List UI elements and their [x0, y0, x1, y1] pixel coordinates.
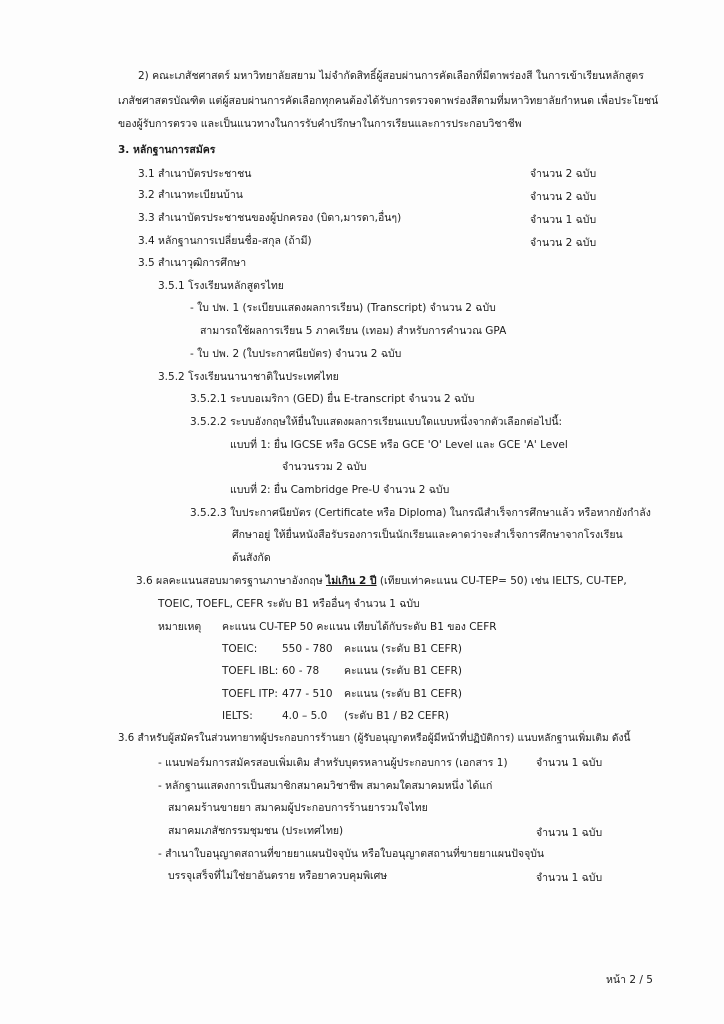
note-label: หมายเหตุ — [158, 621, 202, 633]
pharmacy-bullet-2-line-2: สมาคมร้านขายยา สมาคมผู้ประกอบการร้านยารวมใจไทย — [168, 802, 428, 814]
item-3-6-prefix: 3.6 ผลคะแนนสอบมาตรฐานภาษาอังกฤษ — [136, 575, 326, 587]
intl-item-1: 3.5.2.1 ระบบอเมริกา (GED) ยื่น E-transcript จำนวน 2 ฉบับ — [190, 393, 475, 405]
intro-line-1: 2) คณะเภสัชศาสตร์ มหาวิทยาลัยสยาม ไม่จำกัดสิทธิ์ผู้สอบผ่านการคัดเลือกที่มีตาพร่องสี ในการเข้าเรียนหลักสูตร — [138, 70, 644, 82]
thai-school-line-3: - ใบ ปพ. 2 (ใบประกาศนียบัตร) จำนวน 2 ฉบับ — [190, 348, 402, 360]
score-range: 4.0 – 5.0 — [282, 710, 328, 722]
pharmacy-bullet-3-line-1: - สำเนาใบอนุญาตสถานที่ขายยาแผนปัจจุบัน หรือใบอนุญาตสถานที่ขายยาแผนปัจจุบัน — [158, 848, 545, 860]
score-test: TOEFL ITP: — [222, 688, 278, 700]
intl-option-1: แบบที่ 1: ยื่น IGCSE หรือ GCSE หรือ GCE 'O' Level และ GCE 'A' Level — [230, 439, 568, 451]
pharmacy-bullet-3-qty: จำนวน 1 ฉบับ — [536, 872, 603, 884]
section-3-heading: 3. หลักฐานการสมัคร — [118, 144, 216, 156]
item-3-6b-heading: 3.6 สำหรับผู้สมัครในส่วนทายาทผู้ประกอบการร้านยา (ผู้รับอนุญาตหรือผู้มีหน้าที่ปฏิบัติการ) แนบหลักฐานเพิ่มเติม ดังนี้ — [118, 733, 631, 744]
pharmacy-bullet-3-line-2: บรรจุเสร็จที่ไม่ใช่ยาอันตราย หรือยาควบคุมพิเศษ — [168, 870, 388, 882]
intl-item-3-line-1: 3.5.2.3 ใบประกาศนียบัตร (Certificate หรือ Diploma) ในกรณีสำเร็จการศึกษาแล้ว หรือหากยังกำลัง — [190, 507, 651, 519]
item-3-6-emphasis: ไม่เกิน 2 ปี — [325, 575, 377, 587]
pharmacy-bullet-2-line-1: - หลักฐานแสดงการเป็นสมาชิกสมาคมวิชาชีพ สมาคมใดสมาคมหนึ่ง ได้แก่ — [158, 780, 493, 792]
score-desc: (ระดับ B1 / B2 CEFR) — [344, 710, 449, 722]
score-row — [222, 687, 462, 701]
item-3-5-label: 3.5 สำเนาวุฒิการศึกษา — [138, 257, 247, 269]
item-3-6-line-2: TOEIC, TOEFL, CEFR ระดับ B1 หรืออื่นๆ จำนวน 1 ฉบับ — [158, 598, 420, 610]
thai-school-line-2: สามารถใช้ผลการเรียน 5 ภาคเรียน (เทอม) สำหรับการคำนวณ GPA — [200, 325, 507, 337]
score-desc: คะแนน (ระดับ B1 CEFR) — [344, 643, 462, 655]
item-3-1-label: 3.1 สำเนาบัตรประชาชน — [138, 168, 252, 180]
note-text: คะแนน CU-TEP 50 คะแนน เทียบได้กับระดับ B1 ของ CEFR — [222, 621, 497, 633]
item-3-1-qty: จำนวน 2 ฉบับ — [530, 168, 597, 180]
score-range: 60 - 78 — [282, 665, 320, 677]
score-desc: คะแนน (ระดับ B1 CEFR) — [344, 688, 462, 700]
item-3-6-suffix: (เทียบเท่าคะแนน CU-TEP= 50) เช่น IELTS, CU-TEP, — [376, 575, 627, 587]
score-range: 550 - 780 — [282, 643, 333, 655]
intl-item-2: 3.5.2.2 ระบบอังกฤษให้ยื่นใบแสดงผลการเรียนแบบใดแบบหนึ่งจากตัวเลือกต่อไปนี้: — [190, 416, 563, 428]
pharmacy-bullet-2-qty: จำนวน 1 ฉบับ — [536, 827, 603, 839]
intl-option-1-qty: จำนวนรวม 2 ฉบับ — [282, 461, 367, 473]
item-3-2-qty: จำนวน 2 ฉบับ — [530, 191, 597, 203]
item-3-4-label: 3.4 หลักฐานการเปลี่ยนชื่อ-สกุล (ถ้ามี) — [138, 235, 312, 247]
page-number: หน้า 2 / 5 — [606, 974, 653, 986]
intl-school-heading: 3.5.2 โรงเรียนนานาชาติในประเทศไทย — [158, 371, 339, 383]
score-row — [222, 642, 462, 656]
score-test: TOEIC: — [222, 643, 258, 655]
intl-item-3-line-2: ศึกษาอยู่ ให้ยื่นหนังสือรับรองการเป็นนักเรียนและคาดว่าจะสำเร็จการศึกษาจากโรงเรียน — [232, 529, 623, 541]
score-test: TOEFL IBL: — [222, 665, 279, 677]
score-row — [222, 664, 462, 678]
score-desc: คะแนน (ระดับ B1 CEFR) — [344, 665, 462, 677]
intro-line-2: เภสัชศาสตรบัณฑิต แต่ผู้สอบผ่านการคัดเลือกทุกคนต้องได้รับการตรวจตาพร่องสีตามที่มหาวิทยาลัยกำหนด เพื่อประโยชน์ — [118, 95, 659, 107]
thai-school-heading: 3.5.1 โรงเรียนหลักสูตรไทย — [158, 280, 284, 292]
item-3-3-qty: จำนวน 1 ฉบับ — [530, 214, 597, 226]
item-3-2-label: 3.2 สำเนาทะเบียนบ้าน — [138, 189, 243, 201]
item-3-4-qty: จำนวน 2 ฉบับ — [530, 237, 597, 249]
intl-item-3-line-3: ต้นสังกัด — [232, 552, 271, 564]
score-range: 477 - 510 — [282, 688, 333, 700]
thai-school-line-1: - ใบ ปพ. 1 (ระเบียบแสดงผลการเรียน) (Transcript) จำนวน 2 ฉบับ — [190, 302, 496, 314]
pharmacy-bullet-1: - แนบฟอร์มการสมัครสอบเพิ่มเติม สำหรับบุตรหลานผู้ประกอบการ (เอกสาร 1) — [158, 757, 508, 769]
pharmacy-bullet-1-qty: จำนวน 1 ฉบับ — [536, 757, 603, 769]
pharmacy-bullet-2-line-3: สมาคมเภสัชกรรมชุมชน (ประเทศไทย) — [168, 825, 344, 837]
item-3-6-line-1 — [136, 574, 627, 588]
intl-option-2: แบบที่ 2: ยื่น Cambridge Pre-U จำนวน 2 ฉบับ — [230, 484, 450, 496]
intro-line-3: ของผู้รับการตรวจ และเป็นแนวทางในการรับคำปรึกษาในการเรียนและการประกอบวิชาชีพ — [118, 118, 522, 130]
score-row — [222, 709, 449, 723]
item-3-3-label: 3.3 สำเนาบัตรประชาชนของผู้ปกครอง (บิดา,มารดา,อื่นๆ) — [138, 212, 402, 224]
score-test: IELTS: — [222, 710, 253, 722]
